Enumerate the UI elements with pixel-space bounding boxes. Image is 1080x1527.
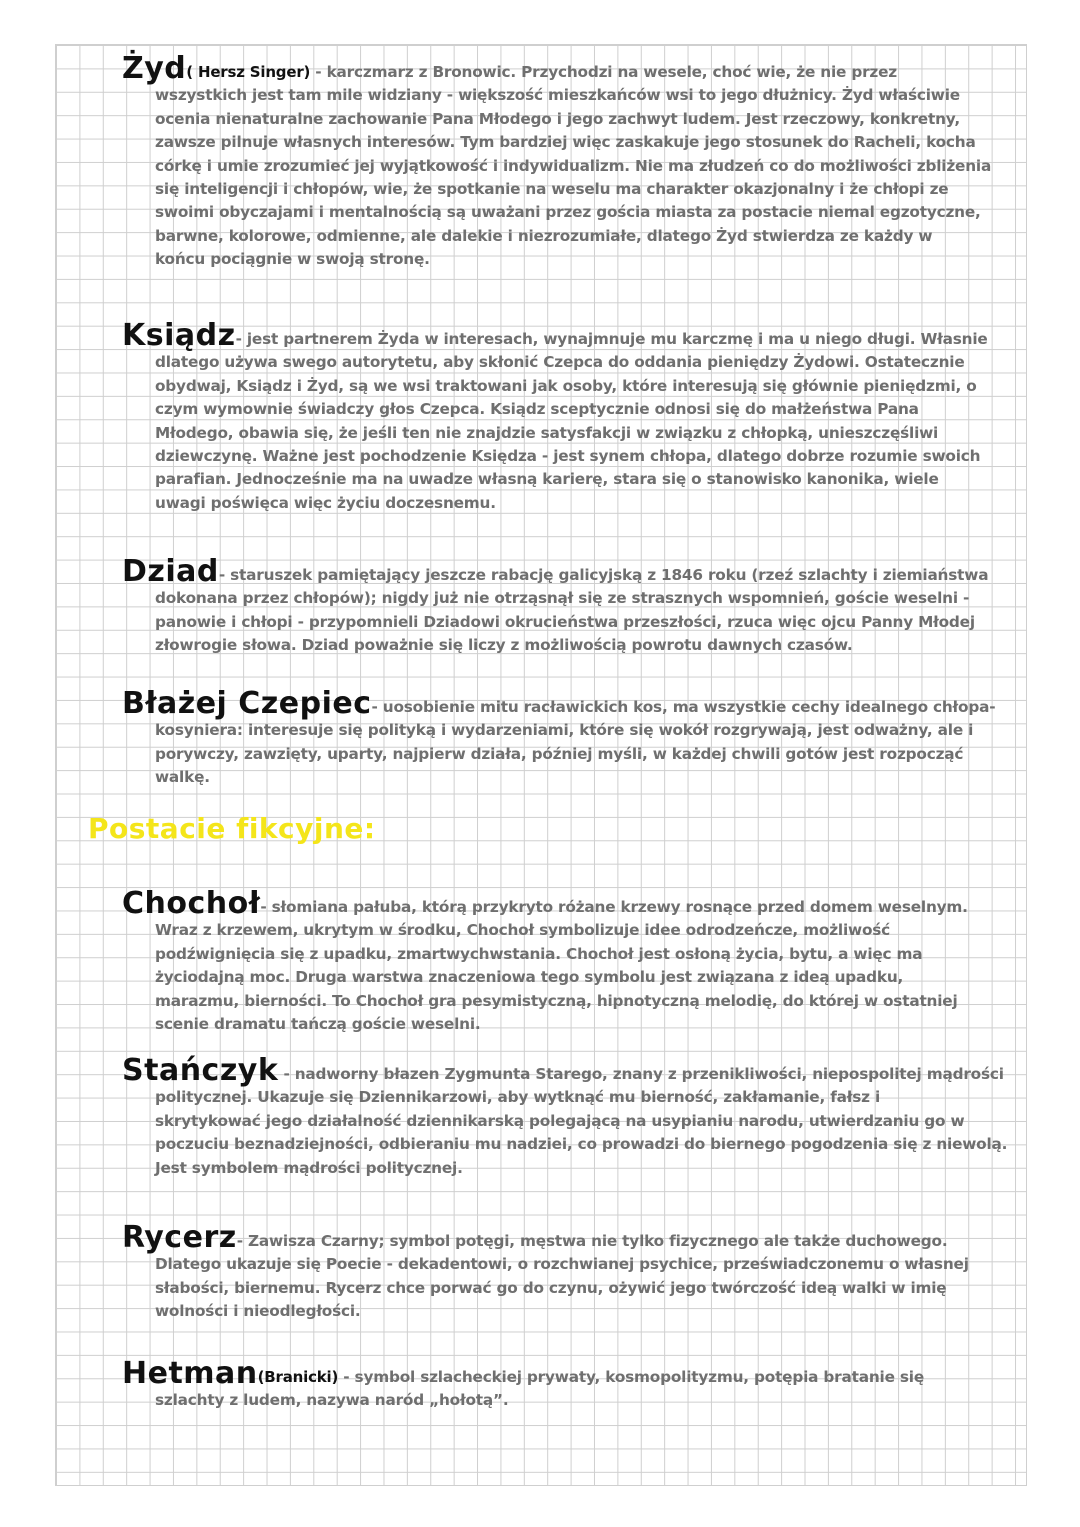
description-line: Wraz z krzewem, ukrytym w środku, Chochoł symbolizuje idee odrodzeńcze, możliwość bbox=[155, 921, 891, 940]
description-line: - karczmarz z Bronowic. Przychodzi na wesele, choć wie, że nie przez bbox=[310, 63, 897, 81]
description-line: walkę. bbox=[155, 768, 210, 787]
description-line: barwne, kolorowe, odmienne, ale dalekie i niezrozumiałe, dlatego Żyd stwierdza ze każdy w bbox=[155, 226, 933, 245]
section-heading: Postacie fikcyjne: bbox=[88, 812, 376, 845]
description-line: - staruszek pamiętający jeszcze rabację galicyjską z 1846 roku (rzeź szlachty i ziemiaństwa bbox=[218, 566, 989, 584]
description-line: poczuciu beznadziejności, odbieraniu mu nadziei, co prowadzi do biernego pogodzenia się z niewolą. bbox=[155, 1135, 1008, 1154]
description-line: końcu pociągnie w swoją stronę. bbox=[155, 250, 430, 269]
description-line: scenie dramatu tańczą goście weselni. bbox=[155, 1015, 481, 1034]
character-name: Rycerz bbox=[122, 1220, 237, 1255]
description-line: swoimi obyczajami i mentalnością są uważani przez gościa miasta za postacie niemal egzotyczne, bbox=[155, 203, 981, 222]
description-line: marazmu, bierności. To Chochoł gra pesymistyczną, hipnotyczną melodię, do której w ostatniej bbox=[155, 991, 958, 1010]
entry-rycerz bbox=[122, 1220, 1022, 1324]
entry-ksiadz bbox=[122, 318, 1022, 515]
character-name: Stańczyk bbox=[122, 1053, 279, 1088]
character-subtitle: ( Hersz Singer) bbox=[186, 63, 311, 81]
description-line: Młodego, obawia się, że jeśli ten nie znajdzie satysfakcji w związku z chłopką, unieszczęśliwi bbox=[155, 423, 939, 442]
character-subtitle: (Branicki) bbox=[257, 1368, 339, 1386]
description-line: uwagi poświęca więc życiu doczesnemu. bbox=[155, 493, 496, 512]
description-line: dokonana przez chłopów); nigdy już nie otrząsnął się ze strasznych wspomnień, goście weselni - bbox=[155, 589, 970, 608]
description-line: dziewczynę. Ważne jest pochodzenie Księdza - jest synem chłopa, dlatego dobrze rozumie swoich bbox=[155, 447, 981, 466]
character-name: Chochoł bbox=[122, 886, 261, 921]
entry-zyd bbox=[122, 51, 1022, 272]
description-line: szlachty z ludem, nazywa naród „hołotą”. bbox=[155, 1391, 509, 1410]
description-line: porywczy, zawzięty, uparty, najpierw działa, później myśli, w każdej chwili gotów jest rozpocząć bbox=[155, 744, 964, 763]
description-line: obydwaj, Ksiądz i Żyd, są we wsi traktowani jak osoby, które interesują się głównie pieniędzmi, o bbox=[155, 376, 977, 395]
description-line: się inteligencji i chłopów, wie, że spotkanie na weselu ma charakter okazjonalny i że chłopi ze bbox=[155, 180, 949, 199]
entry-chochol bbox=[122, 886, 1022, 1036]
description-line: - słomiana pałuba, którą przykryto różane krzewy rosnące przed domem weselnym. bbox=[260, 898, 968, 916]
description-line: czym wymownie świadczy głos Czepca. Ksiądz sceptycznie odnosi się do małżeństwa Pana bbox=[155, 400, 919, 419]
description-line: - Zawisza Czarny; symbol potęgi, męstwa nie tylko fizycznego ale także duchowego. bbox=[236, 1232, 948, 1250]
description-line: parafian. Jednocześnie ma na uwadze własną karierę, stara się o stanowisko kanonika, wiele bbox=[155, 470, 939, 489]
description-line: wszystkich jest tam mile widziany - większość mieszkańców wsi to jego dłużnicy. Żyd właściwie bbox=[155, 86, 960, 105]
description-line: Dlatego ukazuje się Poecie - dekadentowi, o rozchwianej psychice, przeświadczonemu o własnej bbox=[155, 1255, 969, 1274]
description-line: kosyniera: interesuje się polityką i wydarzeniami, które się wokół rozgrywają, jest odważny, ale i bbox=[155, 721, 974, 740]
description-line: wolności i nieodległości. bbox=[155, 1302, 361, 1321]
entry-dziad bbox=[122, 554, 1022, 658]
description-line: skrytykować jego działalność dziennikarską polegającą na usypianiu narodu, utwierdzaniu go w bbox=[155, 1111, 965, 1130]
description-line: zawsze pilnuje własnych interesów. Tym bardziej więc zaskakuje jego stosunek do Racheli, kocha bbox=[155, 133, 976, 152]
description-line: dlatego używa swego autorytetu, aby skłonić Czepca do oddania pieniędzy Żydowi. Ostatecznie bbox=[155, 353, 965, 372]
character-name: Żyd bbox=[122, 51, 187, 86]
description-line: ocenia nienaturalne zachowanie Pana Młodego i jego zachwyt ludem. Jest rzeczowy, konkretny, bbox=[155, 109, 960, 128]
entry-stanczyk bbox=[122, 1053, 1022, 1180]
character-name: Hetman bbox=[122, 1356, 258, 1391]
entry-czepiec bbox=[122, 686, 1022, 790]
description-line: życiodajną moc. Druga warstwa znaczeniowa tego symbolu jest związana z ideą upadku, bbox=[155, 968, 904, 987]
description-line: - symbol szlacheckiej prywaty, kosmopolityzmu, potępia bratanie się bbox=[338, 1368, 925, 1386]
description-line: - uosobienie mitu racławickich kos, ma wszystkie cechy idealnego chłopa- bbox=[371, 698, 996, 716]
character-name: Ksiądz bbox=[122, 318, 236, 353]
description-line: panowie i chłopi - przypomnieli Dziadowi okrucieństwa przeszłości, rzuca więc ojcu Panny Młodej bbox=[155, 612, 975, 631]
character-name: Błażej Czepiec bbox=[122, 686, 372, 721]
description-line: - jest partnerem Żyda w interesach, wynajmnuje mu karczmę i ma u niego długi. Własnie bbox=[235, 330, 988, 348]
description-line: podźwignięcia się z upadku, zmartwychwstania. Chochoł jest osłoną życia, bytu, a więc ma bbox=[155, 944, 923, 963]
description-line: politycznej. Ukazuje się Dziennikarzowi, aby wytknąć mu bierność, zakłamanie, fałsz i bbox=[155, 1088, 881, 1107]
description-line: Jest symbolem mądrości politycznej. bbox=[155, 1158, 463, 1177]
description-line: słabości, biernemu. Rycerz chce porwać go do czynu, ożywić jego twórczość ideą walki w imię bbox=[155, 1278, 947, 1297]
character-name: Dziad bbox=[122, 554, 219, 589]
description-line: - nadworny błazen Zygmunta Starego, znany z przenikliwości, niepospolitej mądrości bbox=[278, 1065, 1004, 1083]
description-line: złowrogie słowa. Dziad poważnie się liczy z możliwością powrotu dawnych czasów. bbox=[155, 636, 853, 655]
description-line: córkę i umie zrozumieć jej wyjątkowość i indywidualizm. Nie ma złudzeń co do możliwości zbliżenia bbox=[155, 156, 992, 175]
entry-hetman bbox=[122, 1356, 1022, 1413]
